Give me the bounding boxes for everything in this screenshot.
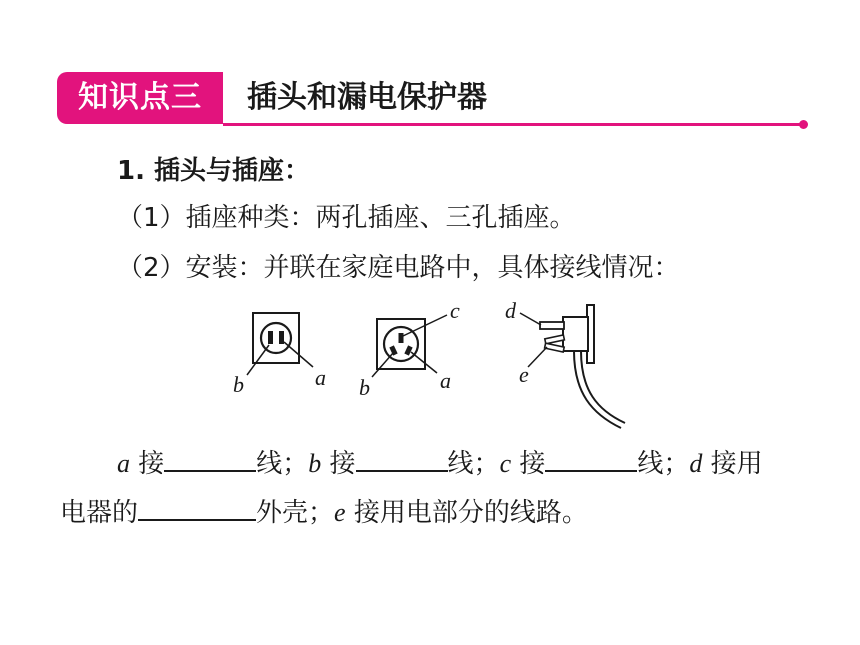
header-dot-icon [799, 120, 808, 129]
label-plug-d: d [505, 298, 516, 323]
three-pin-plug [520, 305, 625, 428]
text-a-wire: 线； [256, 449, 309, 479]
var-c: c [499, 449, 512, 478]
text-e-connect: 接用电部分的线路。 [345, 498, 588, 528]
socket-plug-diagram [225, 295, 645, 430]
blank-c [545, 444, 637, 472]
socket-plug-figure [225, 295, 645, 430]
text-a-connect: 接 [130, 449, 165, 479]
blank-d [138, 493, 256, 521]
var-b: b [308, 449, 322, 478]
label-plug-e: e [519, 362, 529, 387]
wiring-fill-line-1 [117, 444, 763, 482]
header-rule [223, 123, 801, 126]
section-header [57, 72, 807, 128]
var-e: e [334, 498, 346, 527]
wiring-fill-line-2 [60, 493, 588, 531]
section-title: 插头和漏电保护器 [247, 80, 487, 115]
text-appliance: 电器的 [60, 498, 139, 528]
text-c-connect: 接 [511, 449, 546, 479]
text-d-connect: 接用 [702, 449, 763, 479]
blank-a [164, 444, 256, 472]
installation-text: （2）安装：并联在家庭电路中，具体接线情况： [117, 253, 680, 283]
var-a: a [117, 449, 130, 478]
text-b-wire: 线； [447, 449, 500, 479]
label-three-hole-b: b [359, 375, 370, 400]
three-hole-socket [372, 315, 447, 377]
label-three-hole-a: a [440, 368, 451, 393]
label-three-hole-c: c [450, 298, 460, 323]
text-c-wire: 线； [637, 449, 690, 479]
text-b-connect: 接 [321, 449, 356, 479]
socket-types-text: （1）插座种类：两孔插座、三孔插座。 [117, 203, 576, 233]
label-two-hole-b: b [233, 372, 244, 397]
text-shell: 外壳； [256, 498, 335, 528]
label-two-hole-a: a [315, 365, 326, 390]
heading-plug-socket: 1. 插头与插座： [117, 156, 311, 186]
blank-b [356, 444, 448, 472]
two-hole-socket [247, 313, 313, 375]
section-badge: 知识点三 [57, 72, 223, 124]
var-d: d [689, 449, 703, 478]
